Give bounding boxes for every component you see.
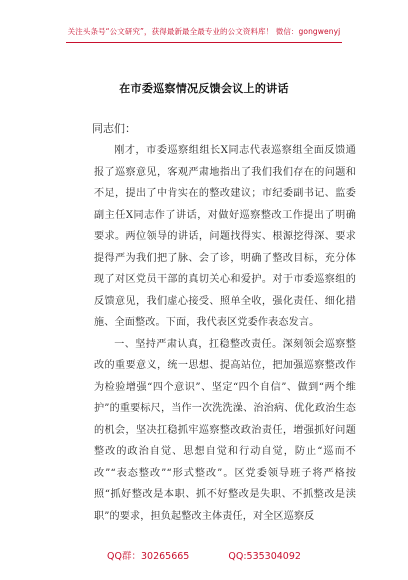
paragraph: 一、坚持严肃认真，扛稳整改责任。深刻领会巡察整改的重要意义，统一思想、提高站位，把加强巡察整改作为检验增强“四个意识”、坚定“四个自信”、做到“两个维护”的重要标尺，当作一次洗洗澡、治治病、优化政治生态的机会，坚决扛稳抓牢巡察整改政治责任，增强抓好问题整改的政治自觉、思想自觉和行动自觉，防止“巡而不改”“表态整改”“形式整改”。区党委领导班子将严格按照“抓好整改是本职、抓不好整改是失职、不抓整改是渎职”的要求，担负起整改主体责任，对全区巡察反 — [94, 338, 356, 522]
document-title: 在市委巡察情况反馈会议上的讲话 — [119, 82, 289, 95]
footer-contact — [0, 548, 408, 562]
document-body — [94, 140, 356, 527]
header-banner: 关注头条号“公文研究”，获得最新最全最专业的公文资料库！ 微信：gongwenyj — [67, 27, 341, 36]
salutation: 同志们： — [92, 122, 136, 135]
paragraph: 刚才，市委巡察组组长X同志代表巡察组全面反馈通报了巡察意见，客观严肃地指出了我们我们存在的问题和不足，提出了中肯实在的整改建议；市纪委副书记、监委副主任X同志作了讲话，对做好巡察整改工作提出了明确要求。两位领导的讲话，问题找得实、根源挖得深、要求提得严为我们把了脉、会了诊，明确了整改目标，充分体现了对区党员干部的真切关心和爱护。对于市委巡察组的反馈意见，我们虚心接受、照单全收，强化责任、细化措施、全面整改。下面，我代表区党委作表态发言。 — [94, 145, 356, 328]
qq-number: QQ:535304092 — [228, 551, 301, 562]
qq-group-number: QQ群：30265665 — [107, 551, 190, 562]
header-divider — [66, 42, 342, 43]
